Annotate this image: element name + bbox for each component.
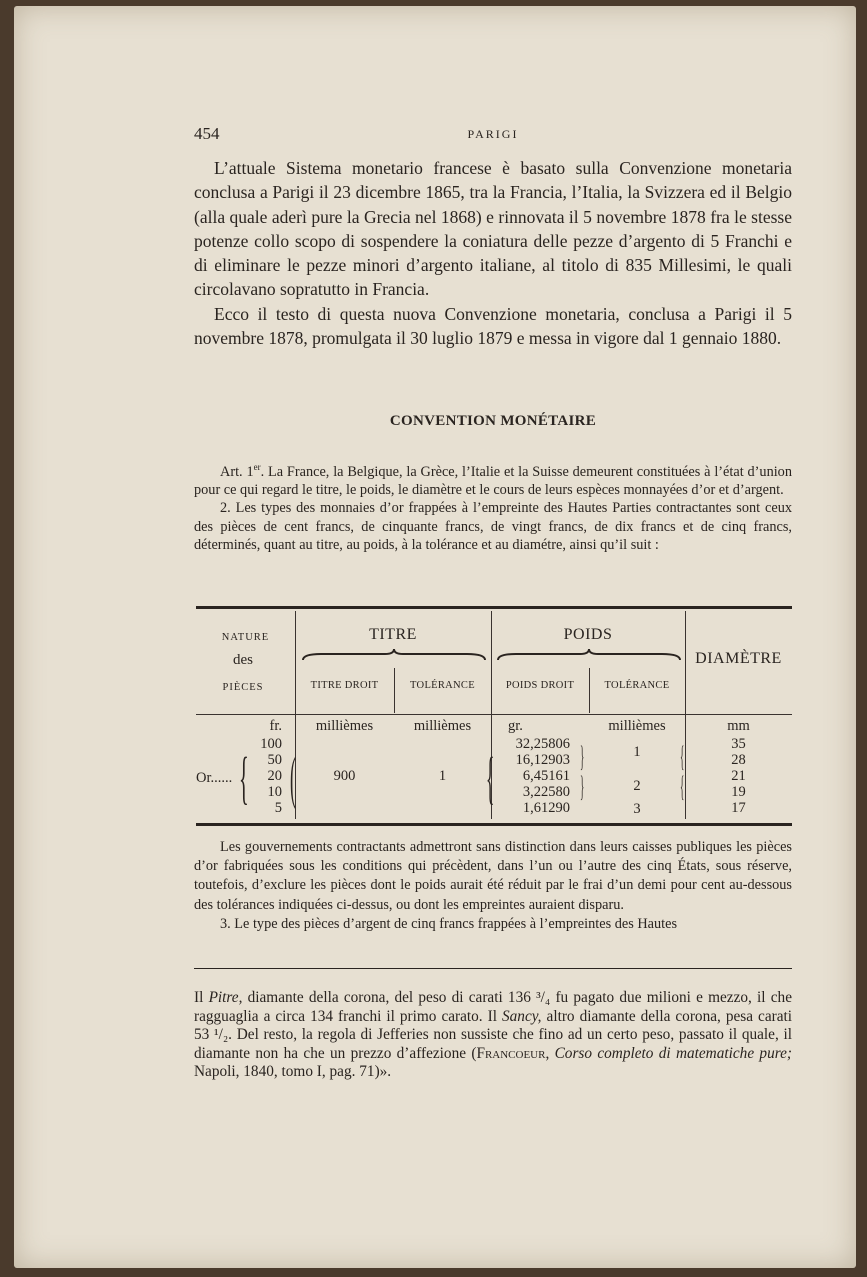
running-head: PARIGI	[467, 127, 519, 141]
poids-tolerance-heading: TOLÉRANCE	[604, 680, 670, 691]
left-brace-icon: {	[239, 745, 249, 810]
titre-heading: TITRE	[369, 626, 417, 643]
unit-fr: fr.	[269, 718, 282, 734]
article-1	[194, 458, 792, 499]
diametre-value: 35	[731, 736, 746, 752]
poids-droit-value: 3,22580	[522, 784, 570, 800]
convention-title: CONVENTION MONÉTAIRE	[389, 413, 597, 429]
nature-heading-des: des	[233, 652, 253, 668]
titre-value: 900	[333, 768, 356, 784]
poids-droit-value: 16,12903	[515, 752, 570, 768]
footnote-text: altro diamante della corona, pesa carati 53 ¹/₂. Del resto, la regola di Jefferies non sussiste che fino ad un certo peso, passato il quale, il diamante non ha che un prezzo d’affezione (	[194, 1007, 792, 1062]
poids-droit-value: 6,45161	[522, 768, 570, 784]
footnote-text: Napoli, 1840, tomo I, pag. 71)».	[194, 1063, 392, 1081]
diametre-value: 19	[731, 784, 746, 800]
unit-poids-tolerance: millièmes	[608, 718, 666, 734]
brace-icon: {	[680, 770, 685, 803]
poids-tolerance-value: 3	[633, 801, 641, 817]
after-table-paragraph: Les gouvernements contractants admettront sans distinction dans leurs caisses publiques les pièces d’or fabriquées sous les conditions qui précèdent, dans l’un ou l’autre des cinq États, sous réserve, toutefois, d’exclure les pièces dont le poids aurait été réduit par le frai d’un demi pour cent au-dessous des tolérances indiquées ci-dessus, ou dont les empreintes auraient disparu.	[194, 839, 792, 913]
titre-droit-heading: TITRE DROIT	[310, 680, 379, 691]
poids-heading: POIDS	[563, 626, 613, 643]
poids-droit-value: 1,61290	[522, 800, 570, 816]
denomination: 20	[267, 768, 282, 784]
diametre-heading: DIAMÈTRE	[695, 650, 782, 667]
diametre-value: 21	[731, 768, 746, 784]
titre-tolerance-value: 1	[438, 768, 447, 784]
brace-icon: (	[290, 745, 296, 810]
convention-continued	[194, 838, 792, 934]
denomination: 100	[260, 736, 282, 752]
italian-body	[194, 156, 792, 350]
poids-tolerance-value: 2	[633, 778, 641, 794]
footnote	[194, 989, 792, 1082]
nature-heading: NATURE	[221, 632, 270, 643]
denomination: 50	[267, 752, 282, 768]
brace-icon: }	[580, 740, 585, 773]
table-bottom-rule	[196, 823, 792, 826]
pieces-heading: PIÈCES	[222, 682, 264, 693]
unit-tolerance: millièmes	[413, 718, 472, 734]
unit-gr: gr.	[508, 718, 523, 734]
footnote-text: Il	[194, 989, 209, 1006]
book-page	[14, 6, 856, 1268]
titre-tolerance-heading: TOLÉRANCE	[410, 680, 475, 691]
article-1-text: . La France, la Belgique, la Grèce, l’Italie et la Suisse demeurent constituées à l’état d’union pour ce qui regard le titre, le poids, le diamètre et le cours de leurs espèces monnayées d’or et d’argent.	[194, 463, 792, 499]
footnote-italic: Pitre,	[208, 989, 243, 1006]
article-1-prefix: Art. 1	[220, 463, 254, 480]
poids-droit-column	[496, 736, 570, 816]
poids-brace-icon	[496, 648, 682, 662]
footnote-italic: Corso completo di matematiche pure;	[554, 1044, 792, 1062]
convention-articles	[194, 458, 792, 554]
unit-titre: millièmes	[315, 718, 374, 734]
poids-tolerance-value: 1	[633, 744, 641, 760]
article-2: 2. Les types des monnaies d’or frappées à l’empreinte des Hautes Parties contractantes sont ceux des pièces de cent francs, de cinquante francs, de vingt francs, de dix francs et de cinq francs, déterminés, quant au titre, au poids, à la tolérance et au diamétre, ainsi qu’il suit :	[194, 500, 792, 553]
brace-icon: }	[580, 770, 585, 803]
diametre-value: 17	[731, 800, 746, 816]
denominations-column	[248, 736, 282, 816]
article-1-sup: er	[253, 462, 261, 472]
article-3: 3. Le type des pièces d’argent de cinq francs frappées à l’empreintes des Hautes	[220, 915, 678, 932]
footnote-author: Francoeur	[476, 1044, 546, 1062]
unit-mm: mm	[727, 718, 750, 734]
titre-brace-icon	[301, 648, 487, 662]
footnote-italic: Sancy,	[502, 1007, 542, 1025]
diametre-value: 28	[731, 752, 746, 768]
denomination: 5	[274, 800, 282, 816]
italian-paragraph-1: L’attuale Sistema monetario francese è basato sulla Convenzione monetaria conclusa a Parigi il 23 dicembre 1865, tra la Francia, l’Italia, la Svizzera ed il Belgio (alla quale aderì pure la Grecia nel 1868) e rinnovata il 5 novembre 1878 fra le stesse potenze collo scopo di sospendere la coniatura delle pezze d’argento di 5 Franchi e di eliminare le pezze minori d’argento italiane, al titolo di 835 Millesimi, le quali circolavano sopratutto in Francia.	[194, 158, 792, 300]
denomination: 10	[267, 784, 282, 800]
italian-paragraph-2: Ecco il testo di questa nuova Convenzione monetaria, conclusa a Parigi il 5 novembre 1878, promulgata il 30 luglio 1879 e messa in vigore dal 1 gennaio 1880.	[194, 303, 792, 349]
table-top-rule	[196, 606, 792, 609]
poids-droit-value: 32,25806	[515, 736, 570, 752]
gold-coin-table	[196, 606, 792, 828]
page-header	[194, 124, 792, 148]
footnote-rule	[194, 968, 792, 969]
brace-icon: {	[486, 745, 495, 810]
page-number: 454	[194, 124, 220, 143]
brace-icon: {	[680, 740, 685, 773]
table-header-rule	[196, 714, 792, 715]
footnote-text: ,	[545, 1044, 555, 1062]
footnote-text: diamante della corona, del peso di carati 136 ³/₄ fu pagato due milioni e mezzo, il che ragguaglia a circa 134 franchi il primo carato. Il	[194, 989, 792, 1025]
row-label-or: Or......	[196, 770, 233, 786]
diametre-column	[685, 736, 792, 816]
poids-droit-heading: POIDS DROIT	[505, 680, 575, 691]
